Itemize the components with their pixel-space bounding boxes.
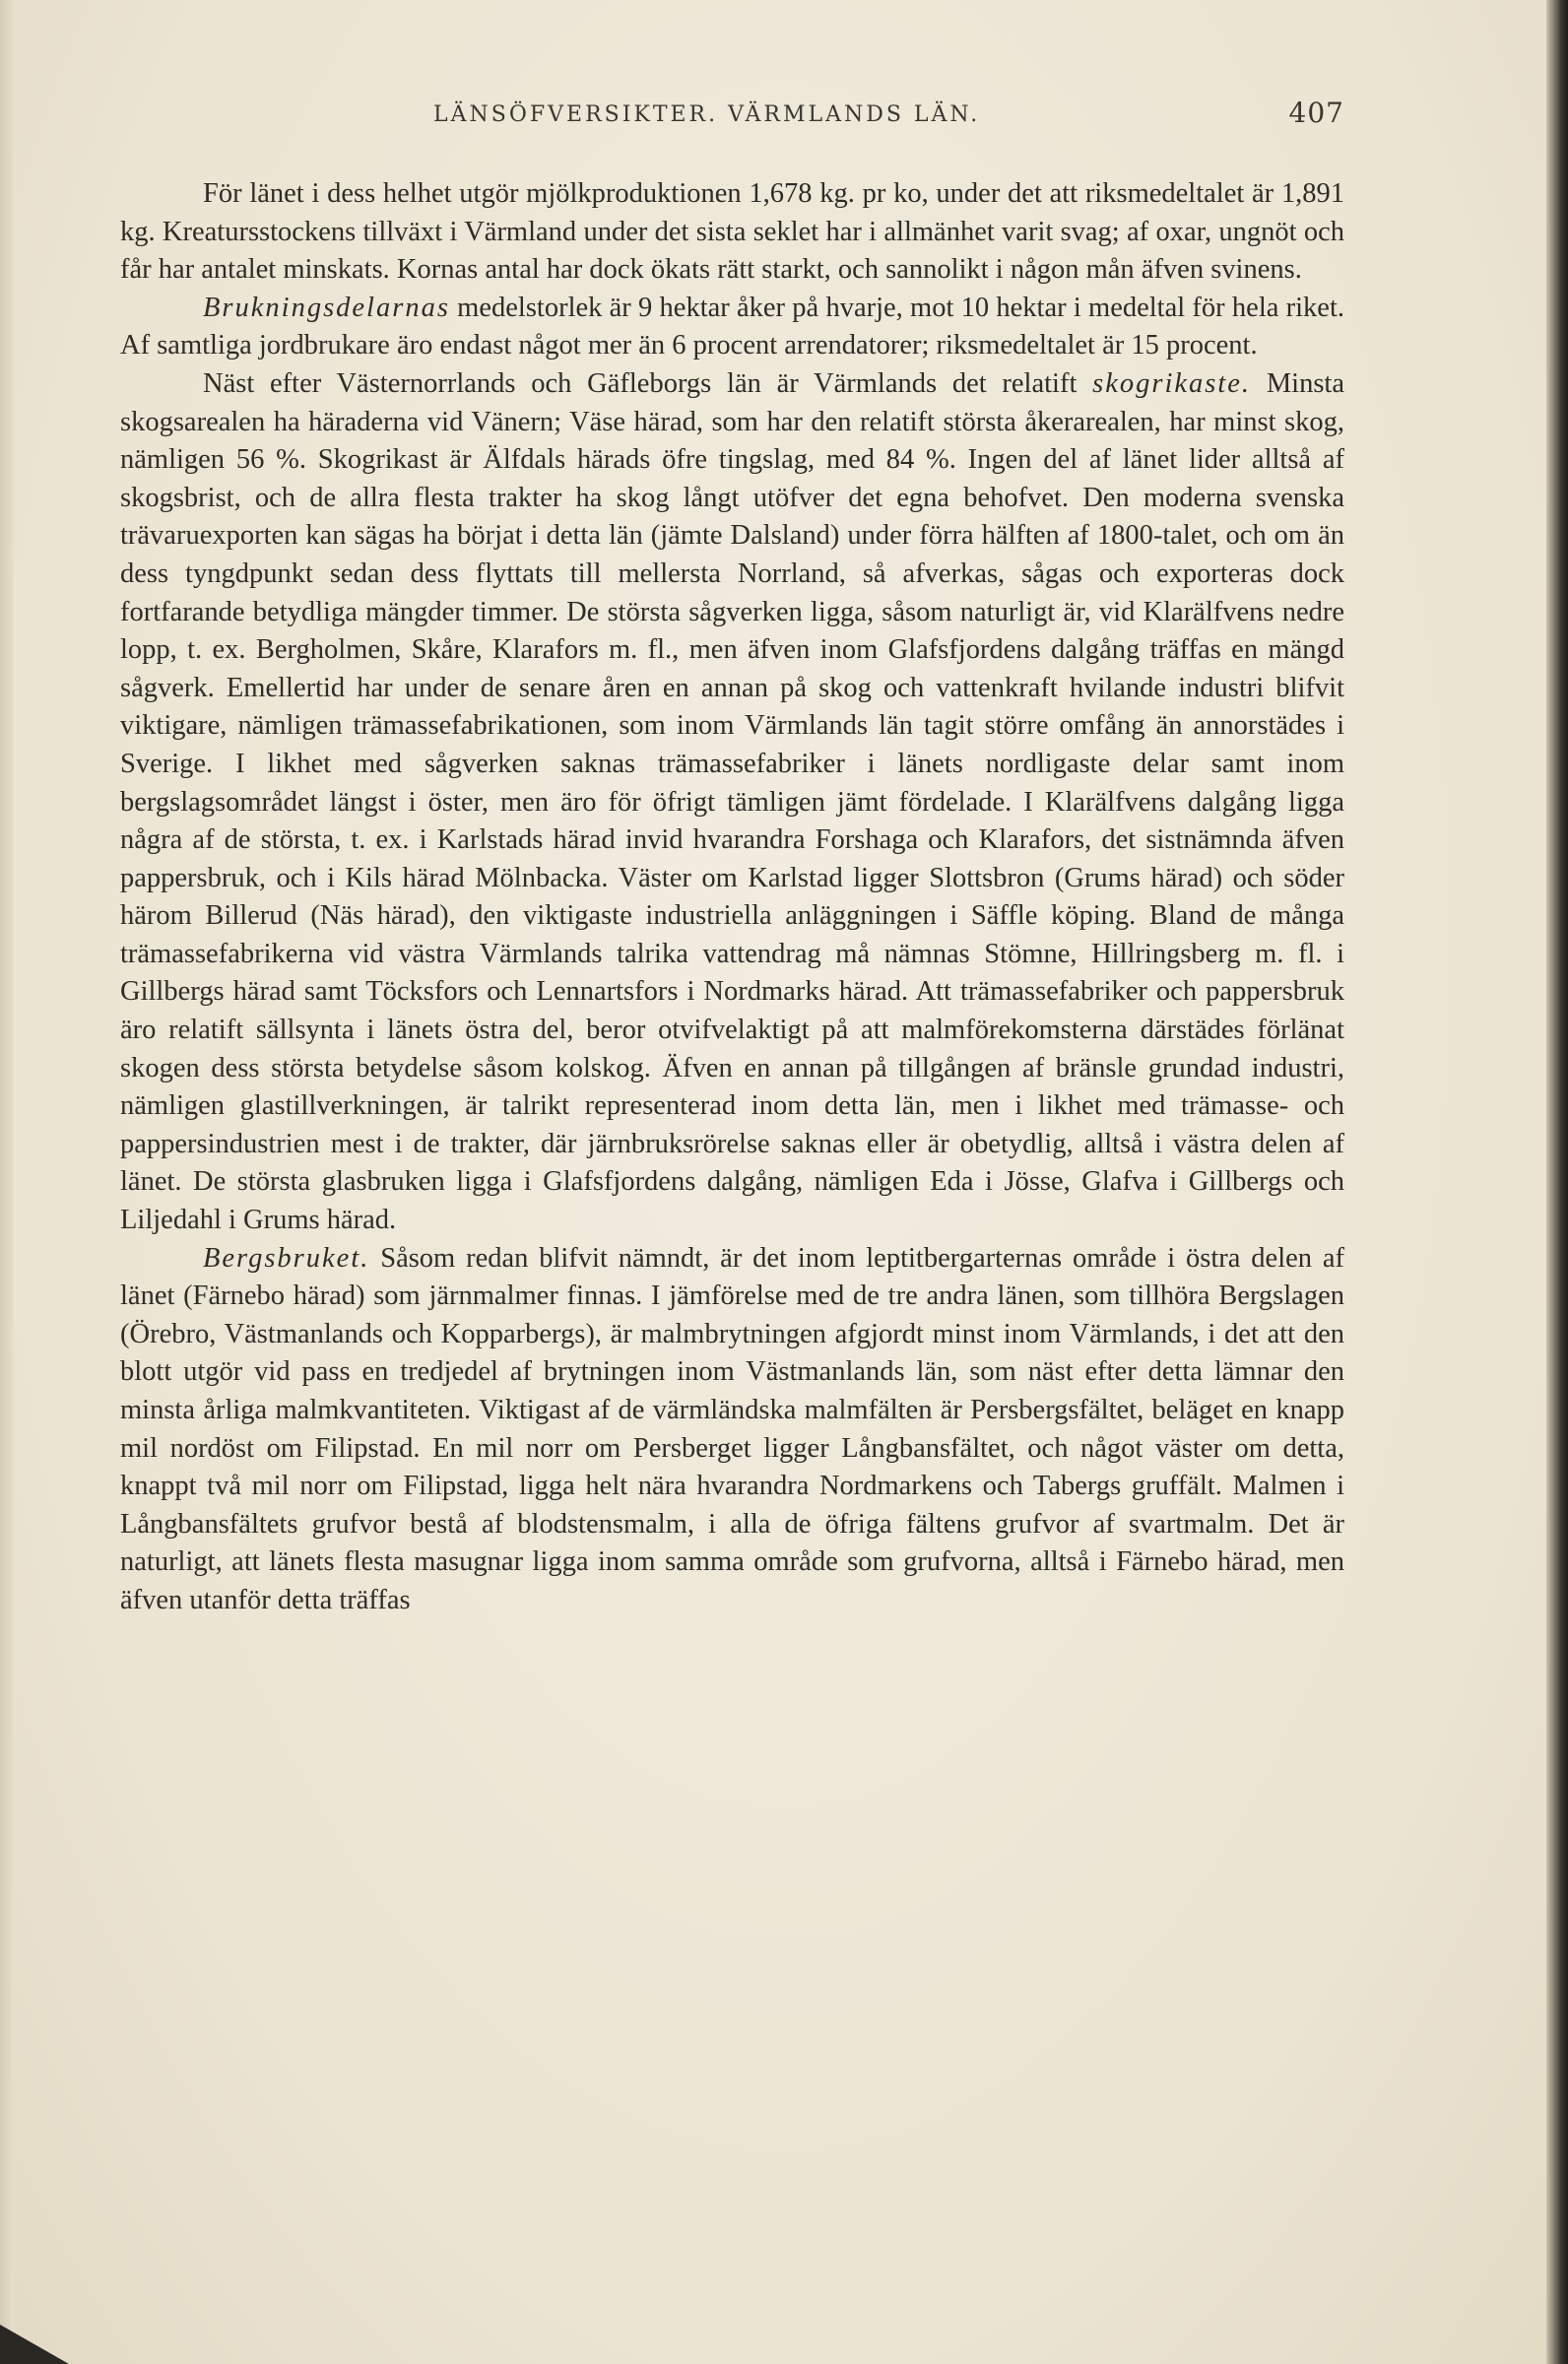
paragraph-dairy	[120, 175, 1344, 290]
page-edge	[1546, 0, 1568, 2364]
page-header	[120, 97, 1344, 136]
paragraph-text: För länet i dess helhet utgör mjölkproduktionen 1,678 kg. pr ko, under det att riksmedeltalet är 1,891 kg. Kreatursstockens tillväxt i Värmland under det sista seklet har i allmänhet varit svag; af oxar, ungnöt och får har antalet minskats. Kornas antal har dock ökats rätt starkt, och sannolikt i någon mån äfven svinens.	[120, 178, 1344, 286]
paragraph-mining	[120, 1240, 1344, 1620]
paragraph-text: Såsom redan blifvit nämndt, är det inom leptitbergarternas område i östra delen af länet (Färnebo härad) som järnmalmer finnas. I jämförelse med de tre andra länen, som tillhöra Bergslagen (Örebro, Västmanlands och Kopparbergs), är malmbrytningen afgjordt minst inom Värmlands, i det att den blott utgör vid pass en tredjedel af brytningen inom Västmanlands län, som näst efter detta lämnar den minsta årliga malmkvantiteten. Viktigast af de värmländska malmfälten är Persbergsfältet, beläget en knapp mil nordöst om Filipstad. En mil norr om Persberget ligger Långbansfältet, och något väster om detta, knappt två mil norr om Filipstad, ligga helt nära hvarandra Nordmarkens och Tabergs gruffält. Malmen i Långbansfältets grufvor bestå af blodstensmalm, i alla de öfriga fältens grufvor af svartmalm. Det är naturligt, att länets flesta masugnar ligga inom samma område som grufvorna, alltså i Färnebo härad, men äfven utanför detta träffas	[120, 1242, 1344, 1615]
paragraph-lead-term: Bergsbruket.	[203, 1242, 370, 1274]
body-text	[120, 175, 1344, 1620]
page-corner-shadow	[0, 2325, 69, 2364]
paragraph-text-pre: Näst efter Västernorrlands och Gäfleborgs län är Värmlands det relatift	[203, 367, 1093, 399]
running-title: LÄNSÖFVERSIKTER. VÄRMLANDS LÄN.	[433, 102, 981, 127]
paragraph-forestry	[120, 365, 1344, 1240]
paragraph-text: medelstorlek är 9 hektar åker på hvarje, mot 10 hektar i medeltal för hela riket. Af samtliga jordbrukare äro endast något mer än 6 procent arrendatorer; riksmedeltalet är 15 procent.	[120, 292, 1344, 361]
paragraph-text: Minsta skogsarealen ha häraderna vid Vänern; Väse härad, som har den relatift största åkerarealen, har minst skog, nämligen 56 %. Skogrikast är Älfdals härads öfre tingslag, med 84 %. Ingen del af länet lider alltså af skogsbrist, och de allra flesta trakter ha skog långt utöfver det egna behofvet. Den moderna svenska trävaruexporten kan sägas ha börjat i detta län (jämte Dalsland) under förra hälften af 1800-talet, och om än dess tyngdpunkt sedan dess flyttats till mellersta Norrland, så afverkas, sågas och exporteras dock fortfarande betydliga mängder timmer. De största sågverken ligga, såsom naturligt är, vid Klarälfvens nedre lopp, t. ex. Bergholmen, Skåre, Klarafors m. fl., men äfven inom Glafsfjordens dalgång träffas en mängd sågverk. Emellertid har under de senare åren en annan på skog och vattenkraft hvilande industri blifvit viktigare, nämligen trämassefabrikationen, som inom Värmlands län tagit större omfång än annorstädes i Sverige. I likhet med sågverken saknas trämassefabriker i länets nordligaste delar samt inom bergslagsområdet längst i öster, men äro för öfrigt tämligen jämt fördelade. I Klarälfvens dalgång ligga några af de största, t. ex. i Karlstads härad invid hvarandra Forshaga och Klarafors, det sistnämnda äfven pappersbruk, och i Kils härad Mölnbacka. Väster om Karlstad ligger Slottsbron (Grums härad) och söder härom Billerud (Näs härad), den viktigaste industriella anläggningen i Säffle köping. Bland de många trämassefabrikerna vid västra Värmlands talrika vattendrag må nämnas Stömne, Hillringsberg m. fl. i Gillbergs härad samt Töcksfors och Lennartsfors i Nordmarks härad. Att trämassefabriker och pappersbruk äro relatift sällsynta i länets östra del, beror otvifvelaktigt på att malmförekomsterna därstädes förlänat skogen dess största betydelse såsom kolskog. Äfven en annan på tillgången af bränsle grundad industri, nämligen glastillverkningen, är talrikt representerad inom detta län, men i likhet med trämasse- och pappersindustrien mest i de trakter, där järnbruksrörelse saknas eller är obetydlig, alltså i västra delen af länet. De största glasbruken ligga i Glafsfjordens dalgång, nämligen Eda i Jösse, Glafva i Gillbergs och Liljedahl i Grums härad.	[120, 367, 1344, 1236]
page-gutter	[0, 0, 14, 2364]
paragraph-farm-size	[120, 290, 1344, 365]
page-number: 407	[1288, 97, 1344, 129]
paragraph-lead-term: Brukningsdelarnas	[203, 292, 450, 323]
paragraph-lead-term: skogrikaste.	[1092, 367, 1252, 399]
